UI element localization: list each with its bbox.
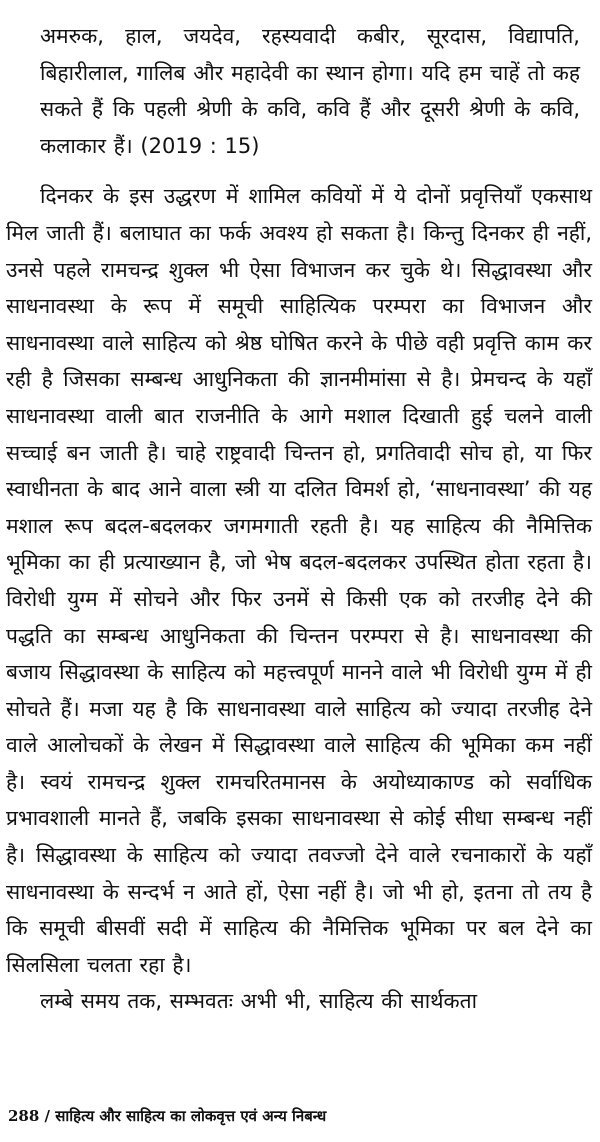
page-body <box>6 18 592 1020</box>
body-paragraph-1: दिनकर के इस उद्धरण में शामिल कवियों में ये दोनों प्रवृत्तियाँ एकसाथ मिल जाती हैं। बलाघात का फर्क अवश्य हो सकता है। किन्तु दिनकर ही नहीं, उनसे पहले रामचन्द्र शुक्ल भी ऐसा विभाजन कर चुके थे। सिद्धावस्था और साधनावस्था के रूप में समूची साहित्यिक परम्परा का विभाजन और साधनावस्था वाले साहित्य को श्रेष्ठ घोषित करने के पीछे वही प्रवृत्ति काम कर रही है जिसका सम्बन्ध आधुनिकता की ज्ञानमीमांसा से है। प्रेमचन्द के यहाँ साधनावस्था वाली बात राजनीति के आगे मशाल दिखाती हुई चलने वाली सच्चाई बन जाती है। चाहे राष्ट्रवादी चिन्तन हो, प्रगतिवादी सोच हो, या फिर स्वाधीनता के बाद आने वाला स्त्री या दलित विमर्श हो, ‘साधनावस्था’ की यह मशाल रूप बदल-बदलकर जगमगाती रहती है। यह साहित्य की नैमित्तिक भूमिका का ही प्रत्याख्यान है, जो भेष बदल-बदलकर उपस्थित होता रहता है। विरोधी युग्म में सोचने और फिर उनमें से किसी एक को तरजीह देने की पद्धति का सम्बन्ध आधुनिकता की चिन्तन परम्परा से है। साधनावस्था की बजाय सिद्धावस्था के साहित्य को महत्त्वपूर्ण मानने वाले भी विरोधी युग्म में ही सोचते हैं। मजा यह है कि साधनावस्था वाले साहित्य को ज्यादा तरजीह देने वाले आलोचकों के लेखन में सिद्धावस्था वाले साहित्य की भूमिका कम नहीं है। स्वयं रामचन्द्र शुक्ल रामचरितमानस के अयोध्याकाण्ड को सर्वाधिक प्रभावशाली मानते हैं, जबकि इसका साधनावस्था से कोई सीधा सम्बन्ध नहीं है। सिद्धावस्था के साहित्य को ज्यादा तवज्जो देने वाले रचनाकारों के यहाँ साधनावस्था के सन्दर्भ न आते हों, ऐसा नहीं है। जो भी हो, इतना तो तय है कि समूची बीसवीं सदी में साहित्य की नैमित्तिक भूमिका पर बल देने का सिलसिला चलता रहा है। <box>6 184 592 977</box>
running-footer: 288 / साहित्य और साहित्य का लोकवृत्त एवं अन्य निबन्ध <box>8 1107 327 1125</box>
body-paragraph-2: लम्बे समय तक, सम्भवतः अभी भी, साहित्य की सार्थकता <box>40 989 478 1014</box>
block-quote-paragraph: अमरुक, हाल, जयदेव, रहस्यवादी कबीर, सूरदास, विद्यापति, बिहारीलाल, गालिब और महादेवी का स्थान होगा। यदि हम चाहें तो कह सकते हैं कि पहली श्रेणी के कवि, कवि हैं और दूसरी श्रेणी के कवि, कलाकार हैं। (2019 : 15) <box>40 24 580 158</box>
